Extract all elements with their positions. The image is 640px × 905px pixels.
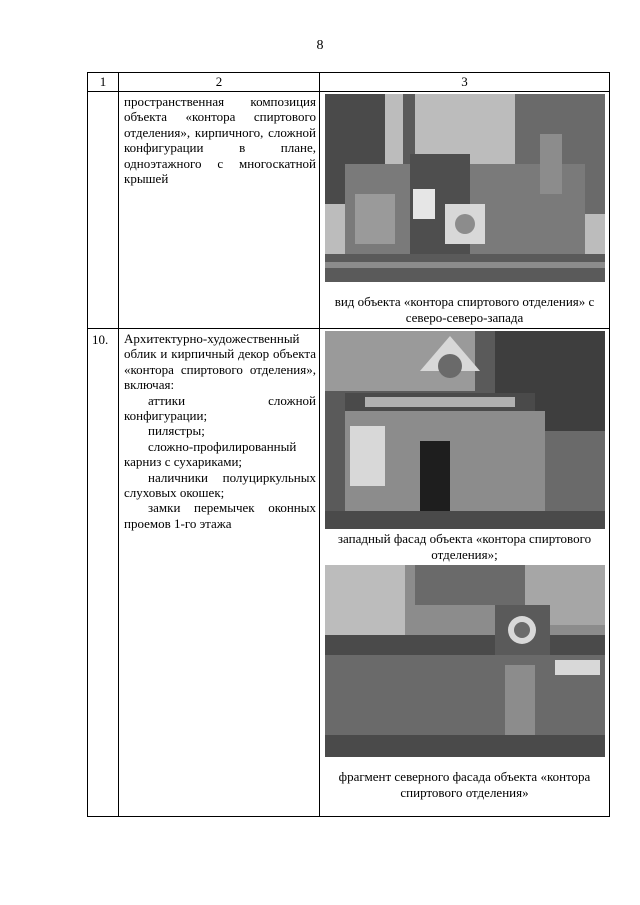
row-photo-cell [320,92,610,329]
row-description [119,329,319,531]
building-photo-nnw [325,94,605,282]
building-photo-north-facade-fragment [325,565,605,757]
table-row [88,92,610,329]
description-item: замки перемычек оконных проемов 1-го этажа [124,500,316,531]
column-header-1: 1 [88,73,119,92]
column-header-2: 2 [119,73,320,92]
row-number-cell [88,329,119,817]
description-item: пилястры; [148,423,205,439]
description-paragraph: пространственная композиция объекта «контора спиртового отделения», кирпичного, сложной конфигурации в плане, одноэтажного с многоскатной крышей [124,94,316,187]
row-description [119,92,319,186]
description-item: аттики сложной конфигурации; [124,392,316,424]
row-number: 10. [92,332,109,347]
table-header-row [88,73,610,92]
page-number: 8 [316,38,324,53]
row-description-cell [119,329,320,817]
building-photo-west-facade [325,331,605,529]
description-paragraph: Архитектурно-художественный облик и кирпичный декор объекта «контора спиртового отделения», включая: [124,331,316,393]
row-photo-cell [320,329,610,817]
document-table [87,72,610,817]
description-item: наличники полуциркульных слуховых окошек; [124,469,316,501]
description-item: сложно-профилированный карниз с сухариками; [124,438,297,470]
column-header-3: 3 [320,73,610,92]
photo-caption: вид объекта «контора спиртового отделения» с северо-северо-запада [334,294,595,325]
row-description-cell [119,92,320,329]
photo-caption: западный фасад объекта «контора спиртового отделения»; [337,531,592,562]
table-row [88,329,610,817]
photo-caption: фрагмент северного фасада объекта «контора спиртового отделения» [338,769,591,800]
row-number [88,92,118,95]
row-number-cell [88,92,119,329]
